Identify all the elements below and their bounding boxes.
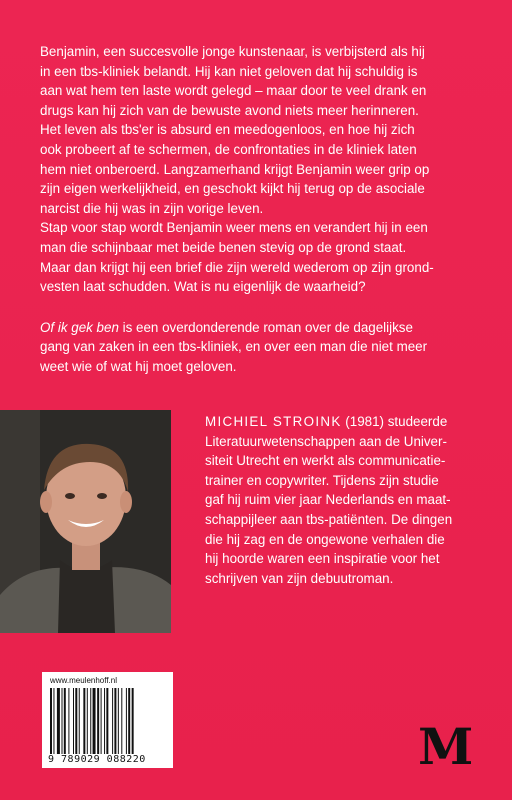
bio-line: die hij zag en de ongewone verhalen die [205,531,445,547]
blurb-line: zijn eigen werkelijkheid, en geschokt kijkt hij terug op de asociale [40,181,425,197]
publisher-url: www.meulenhoff.nl [50,676,117,685]
blurb-line: Stap voor stap wordt Benjamin weer mens en verandert hij in een [40,220,428,236]
barcode-bar [79,688,80,754]
bio-line: gaf hij ruim vier jaar Nederlands en maat- [205,492,451,508]
bio-line: schappijleer aan tbs-patiënten. De dingen [205,511,453,527]
author-name: MICHIEL STROINK [205,414,342,429]
bio-line: trainer en copywriter. Tijdens zijn studie [205,472,439,488]
bio-line: MICHIEL STROINK (1981) studeerde [205,414,448,429]
barcode-bar [132,688,134,754]
barcode-bar [64,688,66,754]
tagline-line: gang van zaken in een tbs-kliniek, en over een man die niet meer [40,339,428,355]
barcode-bar [62,688,63,754]
book-title: Of ik gek ben [40,319,119,335]
barcode-bar [121,688,122,754]
barcode-bar [112,688,113,754]
publisher-logo: M [418,717,474,776]
blurb-line: man die schijnbaar met beide benen stevig op de grond staat. [40,239,407,255]
blurb-line: vesten laat schudden. Wat is nu eigenlijk de waarheid? [40,279,366,295]
tagline-line: weet wie of wat hij moet geloven. [40,358,237,374]
blurb-line: narcist die hij was in zijn vorige leven. [40,200,264,216]
barcode-bar [104,688,105,754]
blurb-line: drugs kan hij zich van de bewuste avond niets meer herinneren. [40,102,419,118]
barcode-bar [90,688,91,754]
author-portrait-illustration [0,410,171,633]
barcode-bar [53,688,54,754]
barcode-bar [126,688,127,754]
barcode-bar [83,688,85,754]
bio-line: schrijven van zijn debuutroman. [205,570,394,586]
barcode-bar [128,688,130,754]
barcode-bar [93,688,96,754]
bio-line: Literatuurwetenschappen aan de Univer- [205,433,447,449]
barcode-bar [50,688,52,754]
blurb-line: Maar dan krijgt hij een brief die zijn wereld wederom op zijn grond- [40,259,434,275]
bio-line: siteit Utrecht en werkt als communicatie- [205,453,446,469]
blurb-line: ook probeert af te schermen, de confrontaties in de kliniek laten [40,141,417,157]
barcode-bar [101,688,102,754]
tagline-line: Of ik gek ben is een overdonderende roman over de dagelijkse [40,319,413,335]
barcode-bar [75,688,77,754]
barcode-bar [73,688,74,754]
barcode-bar [118,688,119,754]
blurb-line: in een tbs-kliniek belandt. Hij kan niet geloven dat hij schuldig is [40,63,418,79]
blurb [40,42,480,377]
bio-line: hij hoorde waren een inspiratie voor het [205,551,440,567]
blurb-line: aan wat hem ten laste wordt gelegd – maar door te veel drank en [40,83,427,99]
barcode-bar [106,688,108,754]
author-bio [205,412,505,588]
barcode-bar [68,688,69,754]
barcode-bar [114,688,116,754]
isbn-number: 9 789029 088220 [48,754,146,765]
blurb-line: Benjamin, een succesvolle jonge kunstenaar, is verbijsterd als hij [40,44,425,59]
barcode-label [42,672,173,768]
blurb-line: hem niet onberoerd. Langzamerhand krijgt Benjamin weer grip op [40,161,430,177]
barcode-bar [87,688,88,754]
barcode-bar [57,688,60,754]
barcode-bar [97,688,99,754]
author-photo [0,410,171,633]
barcode-bars [50,688,165,754]
blurb-line: Het leven als tbs'er is absurd en meedogenloos, en hoe hij zich [40,122,415,138]
